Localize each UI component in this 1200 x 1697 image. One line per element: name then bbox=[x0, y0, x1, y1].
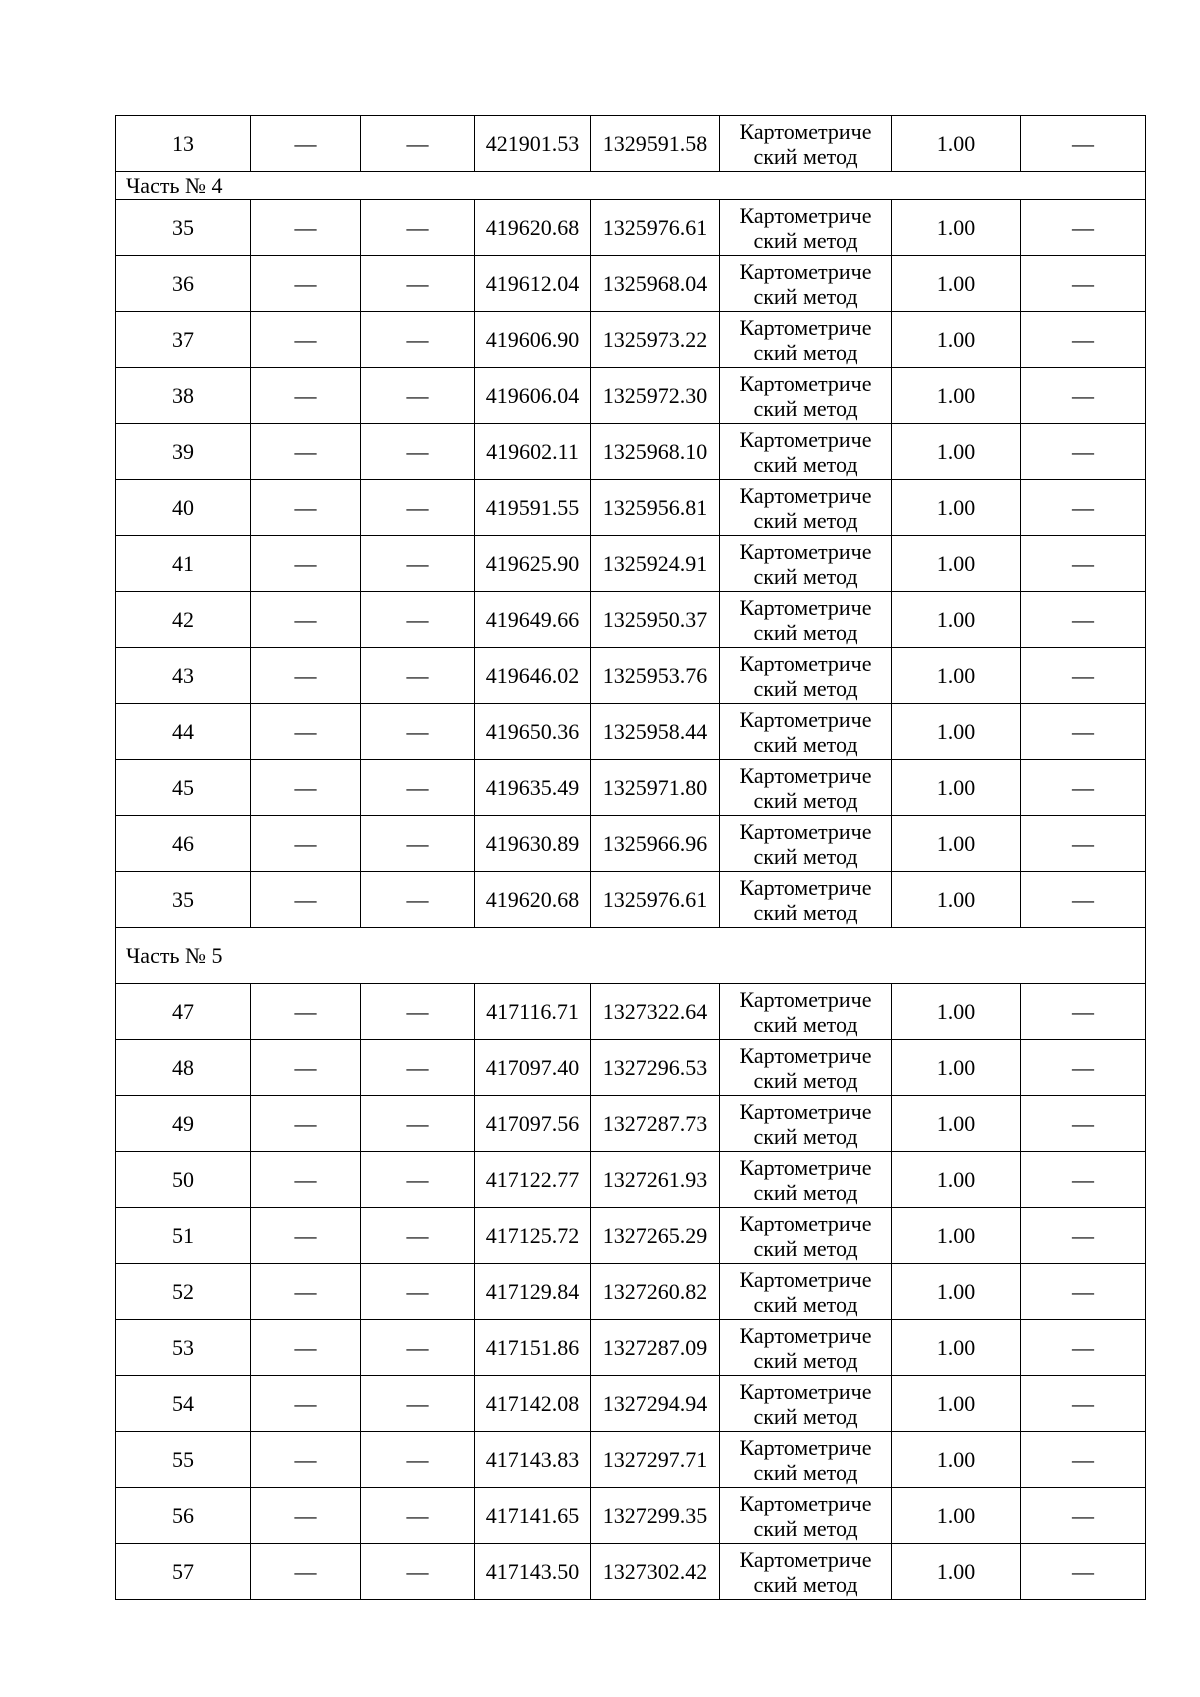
method-line-1: Картометриче bbox=[739, 1098, 872, 1124]
accuracy-cell: 1.00 bbox=[892, 256, 1021, 312]
empty-dash-cell: — bbox=[251, 256, 361, 312]
empty-dash-cell: — bbox=[361, 480, 475, 536]
method-cell bbox=[720, 648, 892, 704]
empty-dash-cell: — bbox=[361, 312, 475, 368]
accuracy-cell: 1.00 bbox=[892, 1544, 1021, 1600]
point-number-cell: 54 bbox=[116, 1376, 251, 1432]
coordinate-y-cell: 1325958.44 bbox=[591, 704, 720, 760]
empty-dash-cell: — bbox=[361, 200, 475, 256]
empty-dash-cell: — bbox=[361, 256, 475, 312]
part-header-row bbox=[116, 928, 1146, 984]
point-number-cell: 42 bbox=[116, 592, 251, 648]
method-cell bbox=[720, 116, 892, 172]
coordinate-y-cell: 1327287.09 bbox=[591, 1320, 720, 1376]
coordinate-x-cell: 419646.02 bbox=[475, 648, 591, 704]
method-cell bbox=[720, 872, 892, 928]
accuracy-cell: 1.00 bbox=[892, 1096, 1021, 1152]
method-line-2: ский метод bbox=[753, 1459, 858, 1485]
coordinate-y-cell: 1327260.82 bbox=[591, 1264, 720, 1320]
table-row bbox=[116, 116, 1146, 172]
empty-dash-cell: — bbox=[251, 1208, 361, 1264]
point-number-cell: 49 bbox=[116, 1096, 251, 1152]
method-line-2: ский метод bbox=[753, 1403, 858, 1429]
point-number-cell: 48 bbox=[116, 1040, 251, 1096]
part-header-row bbox=[116, 172, 1146, 200]
coordinate-x-cell: 419649.66 bbox=[475, 592, 591, 648]
coordinate-x-cell: 419620.68 bbox=[475, 872, 591, 928]
accuracy-cell: 1.00 bbox=[892, 1040, 1021, 1096]
method-cell bbox=[720, 1152, 892, 1208]
coordinate-x-cell: 417129.84 bbox=[475, 1264, 591, 1320]
empty-dash-cell: — bbox=[1021, 312, 1146, 368]
method-line-1: Картометриче bbox=[739, 1546, 872, 1572]
empty-dash-cell: — bbox=[1021, 200, 1146, 256]
coordinate-x-cell: 419591.55 bbox=[475, 480, 591, 536]
point-number-cell: 50 bbox=[116, 1152, 251, 1208]
empty-dash-cell: — bbox=[1021, 1320, 1146, 1376]
coordinate-x-cell: 419606.04 bbox=[475, 368, 591, 424]
table-row bbox=[116, 648, 1146, 704]
coordinate-y-cell: 1325968.04 bbox=[591, 256, 720, 312]
coordinate-x-cell: 419606.90 bbox=[475, 312, 591, 368]
empty-dash-cell: — bbox=[1021, 872, 1146, 928]
empty-dash-cell: — bbox=[251, 536, 361, 592]
coordinate-y-cell: 1325968.10 bbox=[591, 424, 720, 480]
point-number-cell: 45 bbox=[116, 760, 251, 816]
point-number-cell: 36 bbox=[116, 256, 251, 312]
empty-dash-cell: — bbox=[1021, 1040, 1146, 1096]
method-line-1: Картометриче bbox=[739, 118, 872, 144]
point-number-cell: 44 bbox=[116, 704, 251, 760]
empty-dash-cell: — bbox=[361, 1040, 475, 1096]
coordinate-y-cell: 1327261.93 bbox=[591, 1152, 720, 1208]
empty-dash-cell: — bbox=[251, 1432, 361, 1488]
coordinate-y-cell: 1325973.22 bbox=[591, 312, 720, 368]
coordinate-y-cell: 1325971.80 bbox=[591, 760, 720, 816]
method-line-2: ский метод bbox=[753, 1067, 858, 1093]
empty-dash-cell: — bbox=[361, 648, 475, 704]
method-line-2: ский метод bbox=[753, 451, 858, 477]
method-line-2: ский метод bbox=[753, 1515, 858, 1541]
empty-dash-cell: — bbox=[251, 424, 361, 480]
empty-dash-cell: — bbox=[1021, 1544, 1146, 1600]
method-line-2: ский метод bbox=[753, 227, 858, 253]
coordinate-y-cell: 1325956.81 bbox=[591, 480, 720, 536]
table-row bbox=[116, 592, 1146, 648]
method-cell bbox=[720, 1040, 892, 1096]
empty-dash-cell: — bbox=[361, 368, 475, 424]
empty-dash-cell: — bbox=[1021, 1376, 1146, 1432]
empty-dash-cell: — bbox=[251, 1376, 361, 1432]
method-cell bbox=[720, 536, 892, 592]
empty-dash-cell: — bbox=[251, 872, 361, 928]
point-number-cell: 43 bbox=[116, 648, 251, 704]
coordinate-x-cell: 419635.49 bbox=[475, 760, 591, 816]
method-line-2: ский метод bbox=[753, 843, 858, 869]
point-number-cell: 35 bbox=[116, 872, 251, 928]
empty-dash-cell: — bbox=[1021, 480, 1146, 536]
table-row bbox=[116, 1096, 1146, 1152]
table-row bbox=[116, 480, 1146, 536]
table-row bbox=[116, 704, 1146, 760]
accuracy-cell: 1.00 bbox=[892, 116, 1021, 172]
empty-dash-cell: — bbox=[251, 1096, 361, 1152]
table-row bbox=[116, 1432, 1146, 1488]
empty-dash-cell: — bbox=[251, 1264, 361, 1320]
point-number-cell: 46 bbox=[116, 816, 251, 872]
method-line-2: ский метод bbox=[753, 395, 858, 421]
empty-dash-cell: — bbox=[251, 704, 361, 760]
point-number-cell: 56 bbox=[116, 1488, 251, 1544]
empty-dash-cell: — bbox=[361, 984, 475, 1040]
point-number-cell: 37 bbox=[116, 312, 251, 368]
coordinate-x-cell: 417143.83 bbox=[475, 1432, 591, 1488]
method-line-2: ский метод bbox=[753, 143, 858, 169]
method-line-1: Картометриче bbox=[739, 370, 872, 396]
empty-dash-cell: — bbox=[361, 1544, 475, 1600]
empty-dash-cell: — bbox=[251, 816, 361, 872]
table-row bbox=[116, 984, 1146, 1040]
empty-dash-cell: — bbox=[251, 480, 361, 536]
table-row bbox=[116, 816, 1146, 872]
table-row bbox=[116, 872, 1146, 928]
accuracy-cell: 1.00 bbox=[892, 1320, 1021, 1376]
method-cell bbox=[720, 1264, 892, 1320]
empty-dash-cell: — bbox=[251, 312, 361, 368]
table-row bbox=[116, 1040, 1146, 1096]
method-line-1: Картометриче bbox=[739, 314, 872, 340]
method-cell bbox=[720, 760, 892, 816]
empty-dash-cell: — bbox=[251, 1544, 361, 1600]
coordinate-y-cell: 1327265.29 bbox=[591, 1208, 720, 1264]
empty-dash-cell: — bbox=[361, 816, 475, 872]
method-line-2: ский метод bbox=[753, 1571, 858, 1597]
method-line-1: Картометриче bbox=[739, 1322, 872, 1348]
accuracy-cell: 1.00 bbox=[892, 704, 1021, 760]
method-cell bbox=[720, 368, 892, 424]
accuracy-cell: 1.00 bbox=[892, 368, 1021, 424]
method-cell bbox=[720, 984, 892, 1040]
empty-dash-cell: — bbox=[361, 704, 475, 760]
empty-dash-cell: — bbox=[361, 1376, 475, 1432]
empty-dash-cell: — bbox=[251, 116, 361, 172]
accuracy-cell: 1.00 bbox=[892, 1264, 1021, 1320]
empty-dash-cell: — bbox=[361, 760, 475, 816]
method-cell bbox=[720, 704, 892, 760]
empty-dash-cell: — bbox=[1021, 256, 1146, 312]
empty-dash-cell: — bbox=[251, 368, 361, 424]
method-cell bbox=[720, 1208, 892, 1264]
method-line-1: Картометриче bbox=[739, 762, 872, 788]
method-line-2: ский метод bbox=[753, 1291, 858, 1317]
accuracy-cell: 1.00 bbox=[892, 312, 1021, 368]
coordinate-y-cell: 1327287.73 bbox=[591, 1096, 720, 1152]
accuracy-cell: 1.00 bbox=[892, 480, 1021, 536]
empty-dash-cell: — bbox=[251, 1488, 361, 1544]
point-number-cell: 55 bbox=[116, 1432, 251, 1488]
coordinate-x-cell: 417097.56 bbox=[475, 1096, 591, 1152]
accuracy-cell: 1.00 bbox=[892, 536, 1021, 592]
method-line-2: ский метод bbox=[753, 339, 858, 365]
method-line-2: ский метод bbox=[753, 1011, 858, 1037]
empty-dash-cell: — bbox=[1021, 1488, 1146, 1544]
coordinate-x-cell: 417143.50 bbox=[475, 1544, 591, 1600]
coordinate-y-cell: 1325976.61 bbox=[591, 200, 720, 256]
empty-dash-cell: — bbox=[251, 1320, 361, 1376]
method-line-1: Картометриче bbox=[739, 538, 872, 564]
method-cell bbox=[720, 312, 892, 368]
table-row bbox=[116, 312, 1146, 368]
table-row bbox=[116, 536, 1146, 592]
table-row bbox=[116, 424, 1146, 480]
method-line-1: Картометриче bbox=[739, 426, 872, 452]
table-row bbox=[116, 256, 1146, 312]
table-row bbox=[116, 1208, 1146, 1264]
empty-dash-cell: — bbox=[361, 872, 475, 928]
method-cell bbox=[720, 200, 892, 256]
accuracy-cell: 1.00 bbox=[892, 1488, 1021, 1544]
coordinate-x-cell: 419625.90 bbox=[475, 536, 591, 592]
method-line-1: Картометриче bbox=[739, 1434, 872, 1460]
point-number-cell: 38 bbox=[116, 368, 251, 424]
method-line-1: Картометриче bbox=[739, 594, 872, 620]
empty-dash-cell: — bbox=[251, 200, 361, 256]
empty-dash-cell: — bbox=[251, 760, 361, 816]
coordinate-y-cell: 1327296.53 bbox=[591, 1040, 720, 1096]
accuracy-cell: 1.00 bbox=[892, 592, 1021, 648]
coordinate-x-cell: 419630.89 bbox=[475, 816, 591, 872]
coordinates-table bbox=[115, 115, 1146, 1600]
table-row bbox=[116, 1544, 1146, 1600]
point-number-cell: 53 bbox=[116, 1320, 251, 1376]
point-number-cell: 35 bbox=[116, 200, 251, 256]
method-line-1: Картометриче bbox=[739, 1042, 872, 1068]
empty-dash-cell: — bbox=[1021, 1432, 1146, 1488]
coordinate-x-cell: 417116.71 bbox=[475, 984, 591, 1040]
method-cell bbox=[720, 480, 892, 536]
coordinate-x-cell: 417141.65 bbox=[475, 1488, 591, 1544]
point-number-cell: 13 bbox=[116, 116, 251, 172]
empty-dash-cell: — bbox=[1021, 1152, 1146, 1208]
coordinate-y-cell: 1325972.30 bbox=[591, 368, 720, 424]
table-row bbox=[116, 1376, 1146, 1432]
method-line-1: Картометриче bbox=[739, 1266, 872, 1292]
accuracy-cell: 1.00 bbox=[892, 1432, 1021, 1488]
coordinate-y-cell: 1327322.64 bbox=[591, 984, 720, 1040]
coordinate-y-cell: 1325966.96 bbox=[591, 816, 720, 872]
table-row bbox=[116, 200, 1146, 256]
part-label: Часть № 5 bbox=[116, 928, 1146, 984]
method-cell bbox=[720, 592, 892, 648]
table-row bbox=[116, 760, 1146, 816]
accuracy-cell: 1.00 bbox=[892, 760, 1021, 816]
empty-dash-cell: — bbox=[1021, 1208, 1146, 1264]
method-line-1: Картометриче bbox=[739, 1154, 872, 1180]
point-number-cell: 40 bbox=[116, 480, 251, 536]
empty-dash-cell: — bbox=[361, 1096, 475, 1152]
point-number-cell: 57 bbox=[116, 1544, 251, 1600]
accuracy-cell: 1.00 bbox=[892, 424, 1021, 480]
empty-dash-cell: — bbox=[1021, 984, 1146, 1040]
empty-dash-cell: — bbox=[251, 1152, 361, 1208]
coordinate-x-cell: 419650.36 bbox=[475, 704, 591, 760]
empty-dash-cell: — bbox=[361, 424, 475, 480]
empty-dash-cell: — bbox=[251, 648, 361, 704]
empty-dash-cell: — bbox=[1021, 116, 1146, 172]
method-line-2: ский метод bbox=[753, 563, 858, 589]
method-cell bbox=[720, 1320, 892, 1376]
empty-dash-cell: — bbox=[361, 1432, 475, 1488]
method-line-2: ский метод bbox=[753, 731, 858, 757]
table-row bbox=[116, 368, 1146, 424]
method-line-2: ский метод bbox=[753, 1347, 858, 1373]
accuracy-cell: 1.00 bbox=[892, 1208, 1021, 1264]
method-cell bbox=[720, 1096, 892, 1152]
table-row bbox=[116, 1488, 1146, 1544]
coordinate-x-cell: 417122.77 bbox=[475, 1152, 591, 1208]
method-cell bbox=[720, 256, 892, 312]
method-line-1: Картометриче bbox=[739, 986, 872, 1012]
accuracy-cell: 1.00 bbox=[892, 984, 1021, 1040]
empty-dash-cell: — bbox=[1021, 760, 1146, 816]
method-line-1: Картометриче bbox=[739, 706, 872, 732]
method-line-2: ский метод bbox=[753, 283, 858, 309]
empty-dash-cell: — bbox=[1021, 704, 1146, 760]
point-number-cell: 41 bbox=[116, 536, 251, 592]
coordinate-y-cell: 1327302.42 bbox=[591, 1544, 720, 1600]
method-line-1: Картометриче bbox=[739, 650, 872, 676]
coordinate-y-cell: 1329591.58 bbox=[591, 116, 720, 172]
method-cell bbox=[720, 1488, 892, 1544]
empty-dash-cell: — bbox=[1021, 424, 1146, 480]
method-line-1: Картометриче bbox=[739, 818, 872, 844]
method-line-1: Картометриче bbox=[739, 258, 872, 284]
point-number-cell: 39 bbox=[116, 424, 251, 480]
point-number-cell: 52 bbox=[116, 1264, 251, 1320]
method-line-1: Картометриче bbox=[739, 482, 872, 508]
empty-dash-cell: — bbox=[1021, 1096, 1146, 1152]
point-number-cell: 51 bbox=[116, 1208, 251, 1264]
point-number-cell: 47 bbox=[116, 984, 251, 1040]
coordinate-y-cell: 1327299.35 bbox=[591, 1488, 720, 1544]
coordinate-x-cell: 417151.86 bbox=[475, 1320, 591, 1376]
empty-dash-cell: — bbox=[251, 592, 361, 648]
empty-dash-cell: — bbox=[361, 1264, 475, 1320]
empty-dash-cell: — bbox=[251, 984, 361, 1040]
coordinate-y-cell: 1325950.37 bbox=[591, 592, 720, 648]
table-row bbox=[116, 1320, 1146, 1376]
empty-dash-cell: — bbox=[361, 116, 475, 172]
empty-dash-cell: — bbox=[361, 1208, 475, 1264]
coordinate-x-cell: 417125.72 bbox=[475, 1208, 591, 1264]
coordinate-x-cell: 417097.40 bbox=[475, 1040, 591, 1096]
coordinate-y-cell: 1327294.94 bbox=[591, 1376, 720, 1432]
coordinate-x-cell: 419612.04 bbox=[475, 256, 591, 312]
coordinate-y-cell: 1325976.61 bbox=[591, 872, 720, 928]
accuracy-cell: 1.00 bbox=[892, 1152, 1021, 1208]
method-line-2: ский метод bbox=[753, 507, 858, 533]
method-cell bbox=[720, 1376, 892, 1432]
method-line-2: ский метод bbox=[753, 787, 858, 813]
method-line-1: Картометриче bbox=[739, 1210, 872, 1236]
method-cell bbox=[720, 424, 892, 480]
method-line-2: ский метод bbox=[753, 1235, 858, 1261]
method-line-1: Картометриче bbox=[739, 874, 872, 900]
empty-dash-cell: — bbox=[361, 1320, 475, 1376]
method-cell bbox=[720, 1432, 892, 1488]
part-label: Часть № 4 bbox=[116, 172, 1146, 200]
accuracy-cell: 1.00 bbox=[892, 872, 1021, 928]
coordinate-y-cell: 1325953.76 bbox=[591, 648, 720, 704]
empty-dash-cell: — bbox=[251, 1040, 361, 1096]
method-cell bbox=[720, 1544, 892, 1600]
empty-dash-cell: — bbox=[1021, 816, 1146, 872]
accuracy-cell: 1.00 bbox=[892, 200, 1021, 256]
method-line-1: Картометриче bbox=[739, 202, 872, 228]
empty-dash-cell: — bbox=[1021, 592, 1146, 648]
accuracy-cell: 1.00 bbox=[892, 816, 1021, 872]
method-line-2: ский метод bbox=[753, 1179, 858, 1205]
table-row bbox=[116, 1152, 1146, 1208]
empty-dash-cell: — bbox=[1021, 536, 1146, 592]
empty-dash-cell: — bbox=[1021, 1264, 1146, 1320]
method-line-2: ский метод bbox=[753, 619, 858, 645]
method-line-1: Картометриче bbox=[739, 1378, 872, 1404]
table-body bbox=[116, 116, 1146, 1600]
accuracy-cell: 1.00 bbox=[892, 648, 1021, 704]
method-line-2: ский метод bbox=[753, 675, 858, 701]
empty-dash-cell: — bbox=[1021, 368, 1146, 424]
coordinate-y-cell: 1325924.91 bbox=[591, 536, 720, 592]
table-row bbox=[116, 1264, 1146, 1320]
empty-dash-cell: — bbox=[1021, 648, 1146, 704]
method-cell bbox=[720, 816, 892, 872]
empty-dash-cell: — bbox=[361, 1488, 475, 1544]
empty-dash-cell: — bbox=[361, 592, 475, 648]
coordinate-y-cell: 1327297.71 bbox=[591, 1432, 720, 1488]
coordinate-x-cell: 419620.68 bbox=[475, 200, 591, 256]
method-line-2: ский метод bbox=[753, 1123, 858, 1149]
empty-dash-cell: — bbox=[361, 536, 475, 592]
method-line-2: ский метод bbox=[753, 899, 858, 925]
accuracy-cell: 1.00 bbox=[892, 1376, 1021, 1432]
coordinate-x-cell: 421901.53 bbox=[475, 116, 591, 172]
coordinate-x-cell: 417142.08 bbox=[475, 1376, 591, 1432]
empty-dash-cell: — bbox=[361, 1152, 475, 1208]
coordinate-x-cell: 419602.11 bbox=[475, 424, 591, 480]
method-line-1: Картометриче bbox=[739, 1490, 872, 1516]
